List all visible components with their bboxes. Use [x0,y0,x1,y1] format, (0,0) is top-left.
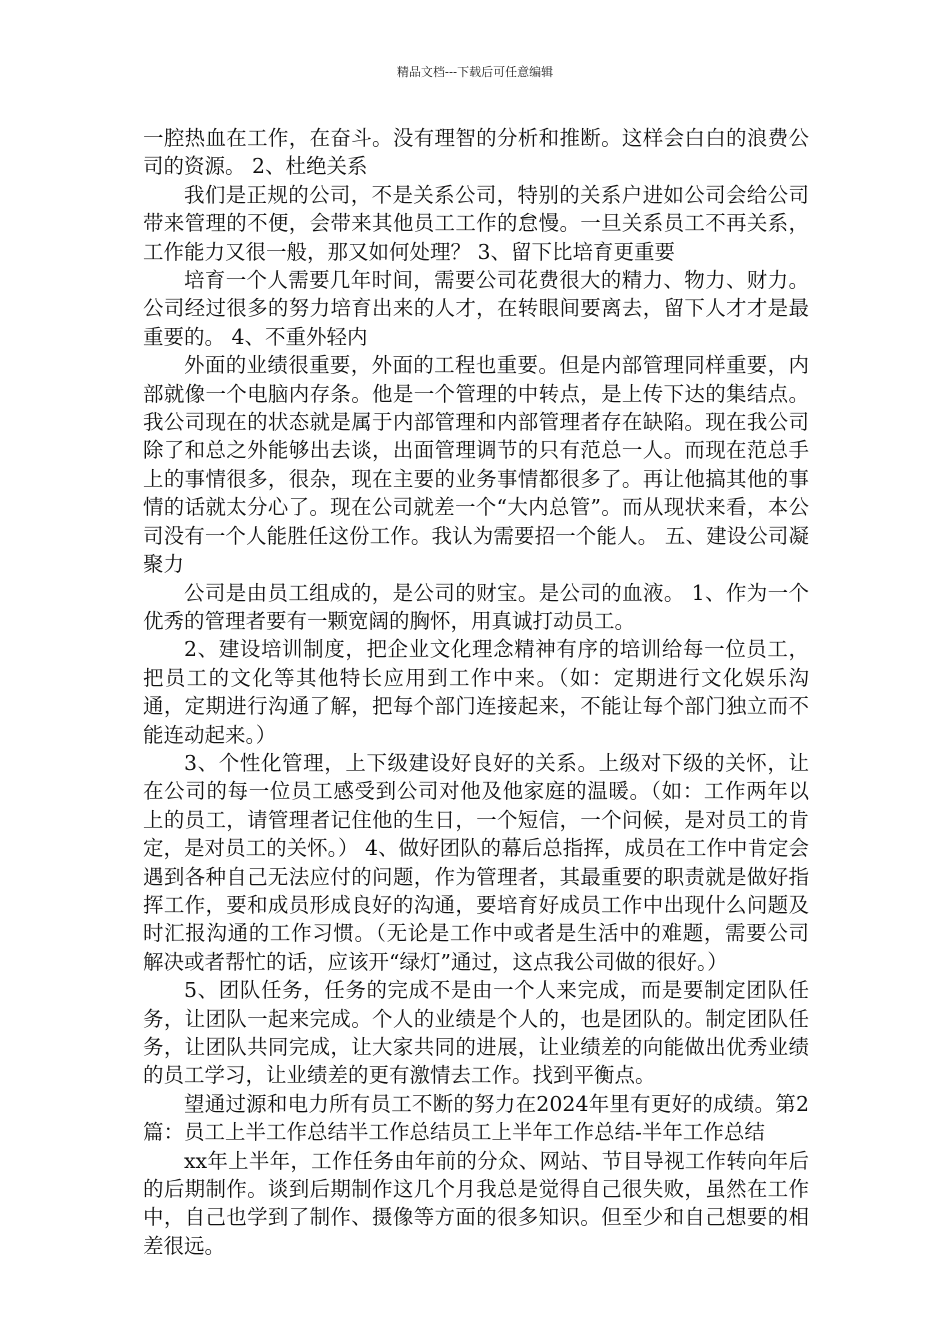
paragraph-4: 外面的业绩很重要，外面的工程也重要。但是内部管理同样重要，内部就像一个电脑内存条。他是一个管理的中转点，是上传下达的集结点。我公司现在的状态就是属于内部管理和内部管理者存在缺陷。现在我公司除了和总之外能够出去谈，出面管理调节的只有范总一人。而现在范总手上的事情很多，很杂，现在主要的业务事情都很多了。再让他搞其他的事情的话就太分心了。现在公司就差一个“大内总管”。而从现状来看，本公司没有一个人能胜任这份工作。我认为需要招一个能人。 五、建设公司凝聚力 [143,353,809,577]
paragraph-10: xx年上半年，工作任务由年前的分众、网站、节目导视工作转向年后的后期制作。谈到后期制作这几个月我总是觉得自己很失败，虽然在工作中，自己也学到了制作、摄像等方面的很多知识。但至少和自己想要的相差很远。 [143,1148,809,1258]
paragraph-1: 一腔热血在工作，在奋斗。没有理智的分析和推断。这样会白白的浪费公司的资源。 2、杜绝关系 [143,126,809,179]
paragraph-2: 我们是正规的公司，不是关系公司，特别的关系户进如公司会给公司带来管理的不便，会带来其他员工工作的怠慢。一旦关系员工不再关系，工作能力又很一般，那又如何处理？ 3、留下比培育更重要 [143,182,809,264]
paragraph-6: 2、建设培训制度，把企业文化理念精神有序的培训给每一位员工，把员工的文化等其他特长应用到工作中来。（如：定期进行文化娱乐沟通，定期进行沟通了解，把每个部门连接起来，不能让每个部门独立而不能连动起来。） [143,637,809,747]
paragraph-8: 5、团队任务，任务的完成不是由一个人来完成，而是要制定团队任务，让团队一起来完成。个人的业绩是个人的，也是团队的。制定团队任务，让团队共同完成，让大家共同的进展，让业绩差的向能做出优秀业绩的员工学习，让业绩差的更有激情去工作。找到平衡点。 [143,978,809,1088]
document-body [143,124,809,1260]
paragraph-5: 公司是由员工组成的，是公司的财宝。是公司的血液。 1、作为一个优秀的管理者要有一颗宽阔的胸怀，用真诚打动员工。 [143,580,809,633]
paragraph-9: 望通过源和电力所有员工不断的努力在2024年里有更好的成绩。第2篇：员工上半工作总结半工作总结员工上半年工作总结-半年工作总结 [143,1091,809,1145]
paragraph-7: 3、个性化管理，上下级建设好良好的关系。上级对下级的关怀，让在公司的每一位员工感受到公司对他及他家庭的温暖。（如：工作两年以上的员工，请管理者记住他的生日，一个短信，一个问候，是对员工的肯定，是对员工的关怀。） 4、做好团队的幕后总指挥，成员在工作中肯定会遇到各种自己无法应付的问题，作为管理者，其最重要的职责就是做好指挥工作，要和成员形成良好的沟通，要培育好成员工作中出现什么问题及时汇报沟通的工作习惯。（无论是工作中或者是生活中的难题，需要公司解决或者帮忙的话，应该开“绿灯”通过，这点我公司做的很好。） [143,750,809,974]
page-header: 精品文档---下载后可任意编辑 [396,65,554,79]
paragraph-3: 培育一个人需要几年时间，需要公司花费很大的精力、物力、财力。公司经过很多的努力培育出来的人才，在转眼间要离去，留下人才才是最重要的。 4、不重外轻内 [143,268,809,349]
